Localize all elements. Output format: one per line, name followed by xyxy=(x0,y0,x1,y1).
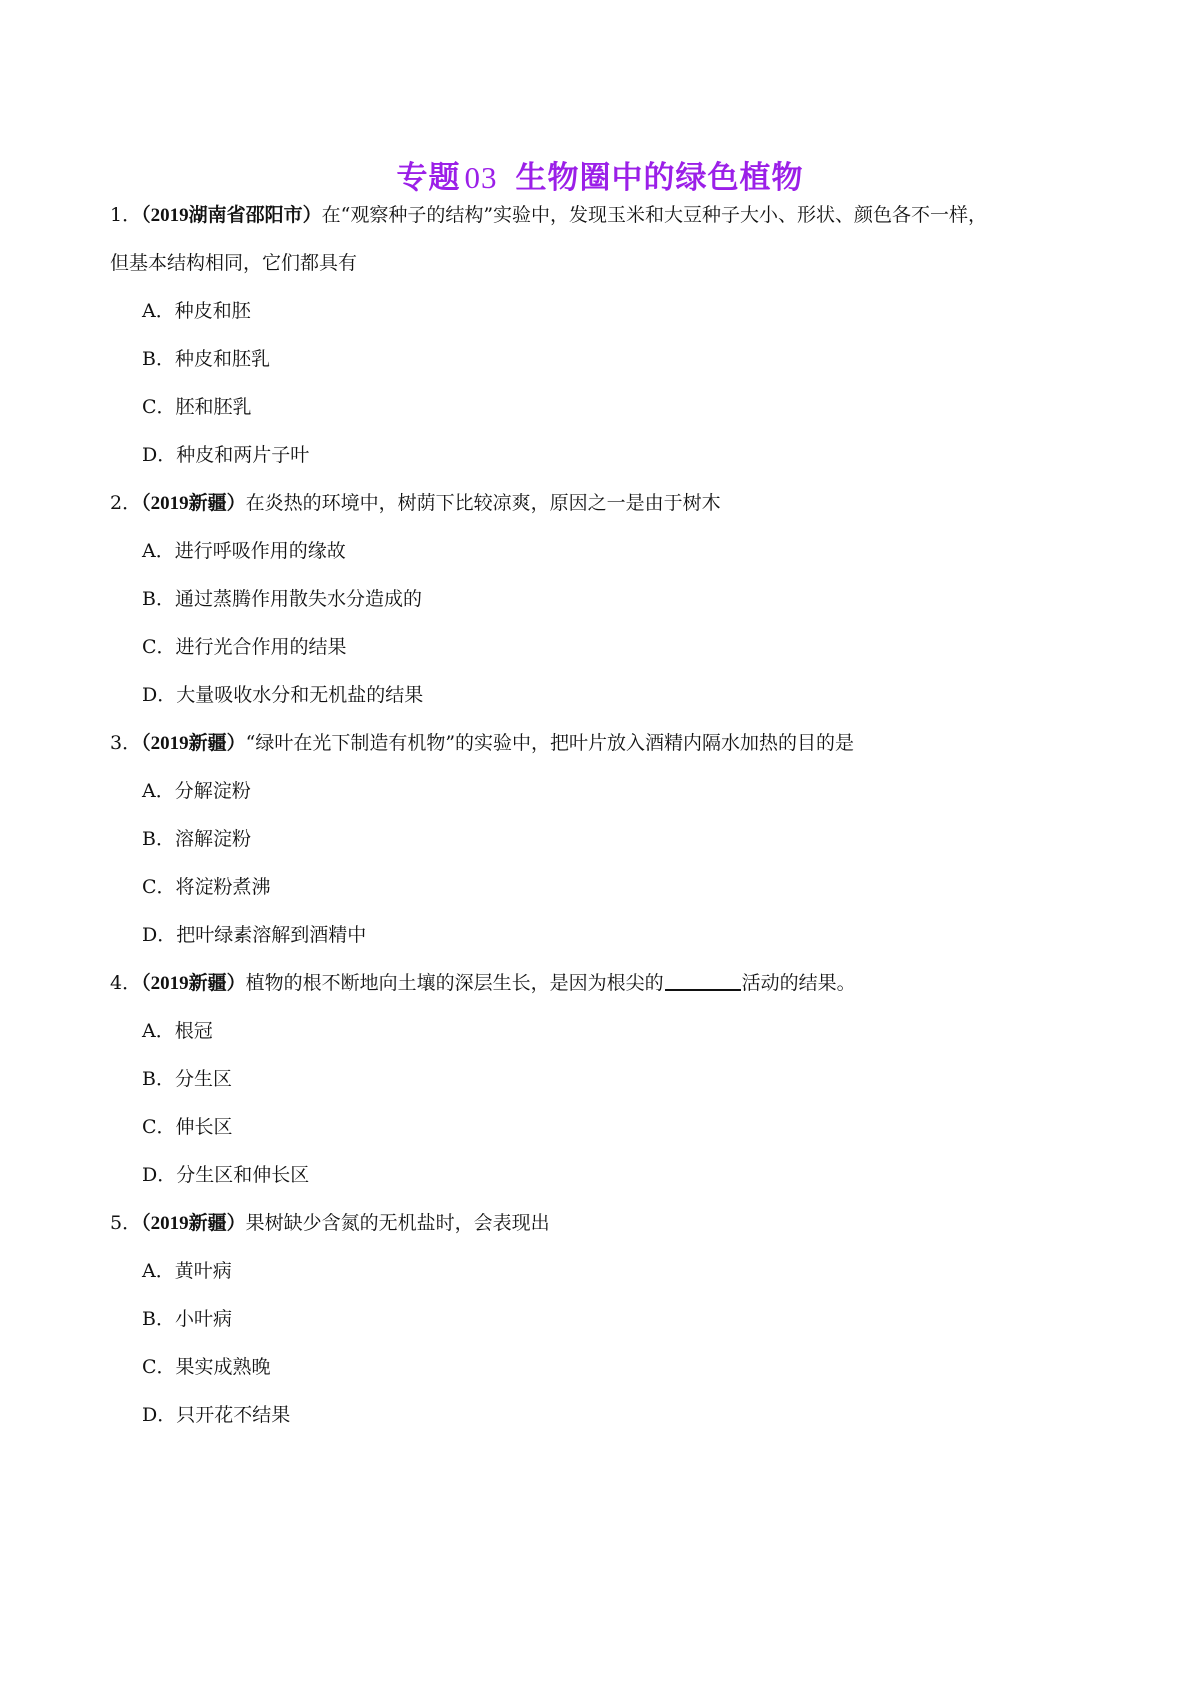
answer-blank xyxy=(665,970,741,991)
option-3d: D．把叶绿素溶解到酒精中 xyxy=(142,924,367,946)
option-4a: A．根冠 xyxy=(142,1020,213,1042)
question-source: （2019新疆） xyxy=(141,493,246,514)
option-2d: D．大量吸收水分和无机盐的结果 xyxy=(142,684,424,706)
option-3c: C．将淀粉煮沸 xyxy=(142,876,271,898)
question-number: 1． xyxy=(110,204,142,226)
question-2 xyxy=(110,490,1110,517)
question-source: （2019新疆） xyxy=(141,733,246,754)
question-number: 5． xyxy=(110,1212,142,1234)
option-3a: A．分解淀粉 xyxy=(142,780,251,802)
question-source: （2019新疆） xyxy=(141,973,246,994)
option-1c: C．胚和胚乳 xyxy=(142,396,252,418)
option-2b: B．通过蒸腾作用散失水分造成的 xyxy=(142,588,422,610)
option-5c: C．果实成熟晚 xyxy=(142,1356,271,1378)
question-source: （2019湖南省邵阳市） xyxy=(141,205,322,226)
question-3 xyxy=(110,730,1110,757)
question-source: （2019新疆） xyxy=(141,1213,246,1234)
option-4c: C．伸长区 xyxy=(142,1116,233,1138)
question-text: 在炎热的环境中，树荫下比较凉爽，原因之一是由于树木 xyxy=(245,492,721,514)
option-1a: A．种皮和胚 xyxy=(142,300,251,322)
question-1-continued xyxy=(110,250,1110,276)
title-main: 生物圈中的绿色植物 xyxy=(515,160,804,196)
question-number: 3． xyxy=(110,732,142,754)
question-5 xyxy=(110,1210,1110,1237)
option-1d: D．种皮和两片子叶 xyxy=(142,444,310,466)
question-text: “绿叶在光下制造有机物”的实验中，把叶片放入酒精内隔水加热的目的是 xyxy=(245,732,855,754)
option-4b: B．分生区 xyxy=(142,1068,232,1090)
page-title xyxy=(0,152,1200,197)
option-3b: B．溶解淀粉 xyxy=(142,828,251,850)
question-number: 2． xyxy=(110,492,142,514)
option-5d: D．只开花不结果 xyxy=(142,1404,291,1426)
title-number: 03 xyxy=(464,160,498,195)
option-2a: A．进行呼吸作用的缘故 xyxy=(142,540,346,562)
option-1b: B．种皮和胚乳 xyxy=(142,348,270,370)
question-number: 4． xyxy=(110,972,142,994)
option-4d: D．分生区和伸长区 xyxy=(142,1164,310,1186)
question-text: 果树缺少含氮的无机盐时，会表现出 xyxy=(245,1212,550,1234)
question-text: 活动的结果。 xyxy=(741,972,856,994)
option-5b: B．小叶病 xyxy=(142,1308,232,1330)
question-4 xyxy=(110,970,1110,997)
question-text: 植物的根不断地向土壤的深层生长，是因为根尖的 xyxy=(245,972,664,994)
option-5a: A．黄叶病 xyxy=(142,1260,232,1282)
question-text: 在“观察种子的结构”实验中，发现玉米和大豆种子大小、形状、颜色各不一样， xyxy=(321,204,988,226)
question-text: 但基本结构相同，它们都具有 xyxy=(110,252,358,274)
option-2c: C．进行光合作用的结果 xyxy=(142,636,347,658)
question-1 xyxy=(110,202,1110,229)
title-prefix: 专题 xyxy=(396,160,461,196)
